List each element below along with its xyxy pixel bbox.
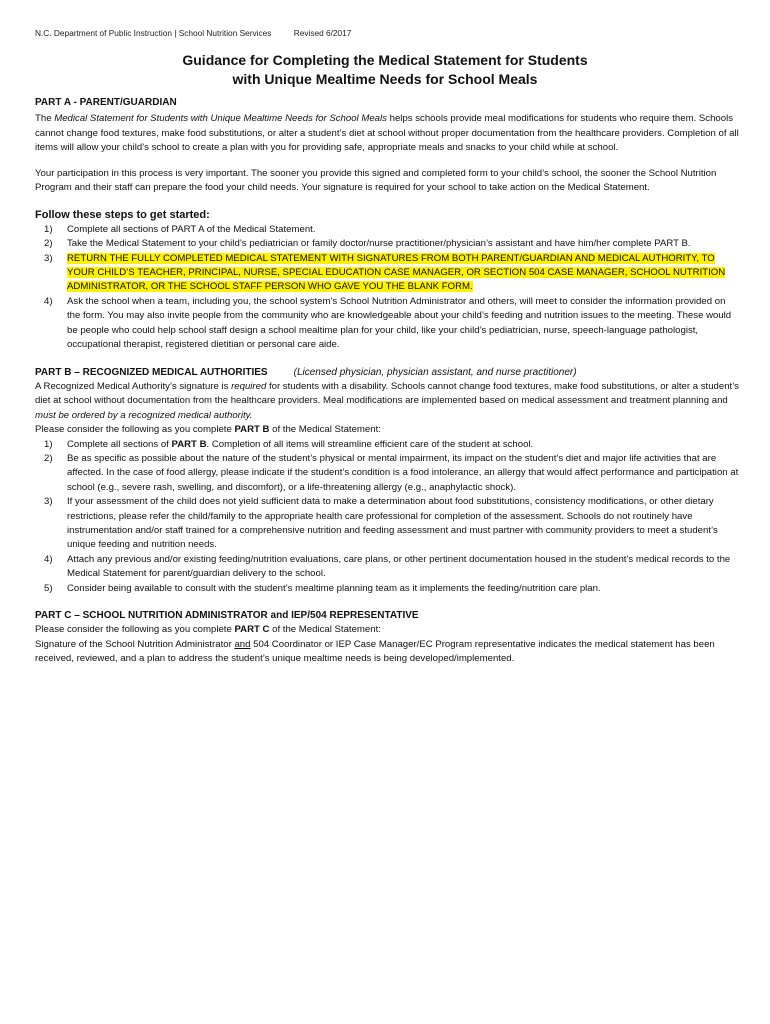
step-number: 1) (44, 223, 53, 235)
header-org: N.C. Department of Public Instruction | School Nutrition Services (35, 28, 272, 38)
part-b-ref: PART B (234, 424, 270, 436)
part-a-heading: PART A - PARENT/GUARDIAN (35, 97, 177, 108)
part-a-p1-prefix: The (35, 113, 55, 125)
part-c-paragraph-2 (35, 638, 741, 667)
item-text-a: Complete all sections of (67, 438, 172, 450)
step-item-2 (35, 237, 741, 251)
part-c-p1-a: Please consider the following as you complete (35, 624, 235, 636)
part-b-p2-a: Please consider the following as you complete (35, 424, 235, 436)
part-c-p2-a: Signature of the School Nutrition Administrator (35, 638, 235, 650)
required-emphasis: required (231, 380, 267, 392)
item-number: 4) (44, 553, 53, 565)
page-header (35, 28, 351, 38)
step-item-4 (35, 295, 741, 353)
part-a-p1-rest: helps schools provide meal modifications for students who require them. Schools cannot change food textures, make food substitutions, or alter a student’s diet at school without proper documentation from the healthcare providers. Completion of all items will allow your child’s school to create a plan with you for providing safe, appropriate meals and snacks to your child while at school. (35, 113, 739, 154)
item-text-bold: PART B (171, 438, 207, 450)
step-text: Take the Medical Statement to your child’s pediatrician or family doctor/nurse practitioner/physician’s assistant and have him/her complete PART B. (67, 238, 691, 250)
part-b-item-5 (35, 582, 741, 596)
item-number: 1) (44, 438, 53, 450)
item-text-b: . Completion of all items will streamline efficient care of the student at school. (206, 438, 534, 450)
part-b-item-2 (35, 452, 741, 495)
part-b-item-1 (35, 438, 741, 452)
part-b-paragraph-2 (35, 423, 741, 437)
steps-heading: Follow these steps to get started: (35, 209, 210, 222)
part-a-paragraph-1 (35, 112, 741, 155)
item-text: If your assessment of the child does not yield sufficient data to make a determination about food substitutions, consistency modifications, or other dietary restrictions, please refer the child/family to the appropriate health care professional for completion of the assessment. Schools do not routinely have instrumentation and/or staff trained for a comprehensive nutrition and feeding assessment and must partner with community providers to meet a student’s unique feeding and nutrition needs. (67, 496, 718, 551)
and-underlined: and (234, 638, 251, 650)
ordered-emphasis: must be ordered by a recognized medical authority. (35, 409, 253, 421)
part-c-p2-b: 504 Coordinator or IEP Case Manager/EC Program representative indicates the medical statement has been received, reviewed, and a plan to address the student’s unique mealtime needs is being developed/implemented. (35, 638, 715, 665)
part-b-item-3 (35, 495, 741, 553)
item-number: 5) (44, 582, 53, 594)
step-text-highlighted: RETURN THE FULLY COMPLETED MEDICAL STATEMENT WITH SIGNATURES FROM BOTH PARENT/GUARDIAN AND MEDICAL AUTHORITY, TO YOUR CHILD’S TEACHER, PRINCIPAL, NURSE, SPECIAL EDUCATION CASE MANAGER, OR SECTION 504 CASE MANAGER, SCHOOL NUTRITION ADMINISTRATOR, OR THE SCHOOL STAFF PERSON WHO GAVE YOU THE BLANK FORM. (67, 252, 726, 293)
part-b-p1-b: for students with a disability. Schools cannot change food textures, make food substitutions, or alter a student’s diet at school without documentation from the healthcare providers. Meal modifications are implemented based on medical assessment and treatment planning and (35, 380, 739, 407)
steps-list (35, 223, 741, 353)
part-c-heading: PART C – SCHOOL NUTRITION ADMINISTRATOR and IEP/504 REPRESENTATIVE (35, 610, 419, 621)
step-number: 2) (44, 238, 53, 250)
header-revised: Revised 6/2017 (293, 28, 352, 38)
part-b-list (35, 438, 741, 596)
step-item-3 (35, 252, 741, 295)
document-body (35, 96, 741, 667)
title-line-1: Guidance for Completing the Medical Statement for Students (182, 52, 588, 68)
part-b-heading: PART B – RECOGNIZED MEDICAL AUTHORITIES (35, 366, 268, 378)
item-number: 3) (44, 496, 53, 508)
part-b-paragraph-1 (35, 380, 741, 423)
step-number: 4) (44, 295, 53, 307)
title-line-2: with Unique Mealtime Needs for School Meals (232, 71, 538, 87)
form-title-reference: Medical Statement for Students with Unique Mealtime Needs for School Meals (54, 113, 387, 125)
part-c-p1-b: of the Medical Statement: (269, 624, 381, 636)
step-item-1 (35, 223, 741, 237)
item-text: Be as specific as possible about the nature of the student’s physical or mental impairment, its impact on the student’s diet and major life activities that are affected. In the case of food allergy, please indicate if the student’s condition is a food intolerance, an allergy that would affect performance and participation at school (e.g., severe rash, swelling, and discomfort), or a life-threatening allergy (e.g., anaphylactic shock). (67, 452, 739, 493)
part-b-heading-row (35, 366, 741, 380)
item-text: Attach any previous and/or existing feeding/nutrition evaluations, care plans, or other pertinent documentation housed in the student’s medical records to the Medical Statement for parent/guardian delivery to the school. (67, 553, 731, 580)
step-text: Ask the school when a team, including you, the school system’s School Nutrition Administrator and others, will meet to consider the information provided on the form. You may also invite people from the community who are knowledgeable about your child’s feeding and nutrition issues to the meeting. These would be people who could help school staff design a school mealtime plan for your child, like your child’s pediatrician, nurse, speech-language pathologist, occupational therapist, registered dietitian or personal care aide. (67, 295, 732, 351)
document-title (0, 51, 770, 89)
part-c-ref: PART C (234, 624, 270, 636)
part-c-paragraph-1 (35, 623, 741, 637)
step-number: 3) (44, 252, 53, 264)
item-number: 2) (44, 452, 53, 464)
part-b-p2-b: of the Medical Statement: (269, 424, 381, 436)
part-b-subheading: (Licensed physician, physician assistant, and nurse practitioner) (293, 366, 577, 378)
part-a-paragraph-2: Your participation in this process is very important. The sooner you provide this signed and completed form to your child’s school, the sooner the School Nutrition Program and their staff can prepare the food your child needs. Your signature is required for your school to take action on the Medical Statement. (35, 167, 717, 194)
step-text: Complete all sections of PART A of the Medical Statement. (67, 223, 316, 235)
item-text: Consider being available to consult with the student’s mealtime planning team as it implements the feeding/nutrition care plan. (67, 582, 601, 594)
part-b-p1-a: A Recognized Medical Authority’s signature is (35, 380, 232, 392)
part-b-item-4 (35, 553, 741, 582)
